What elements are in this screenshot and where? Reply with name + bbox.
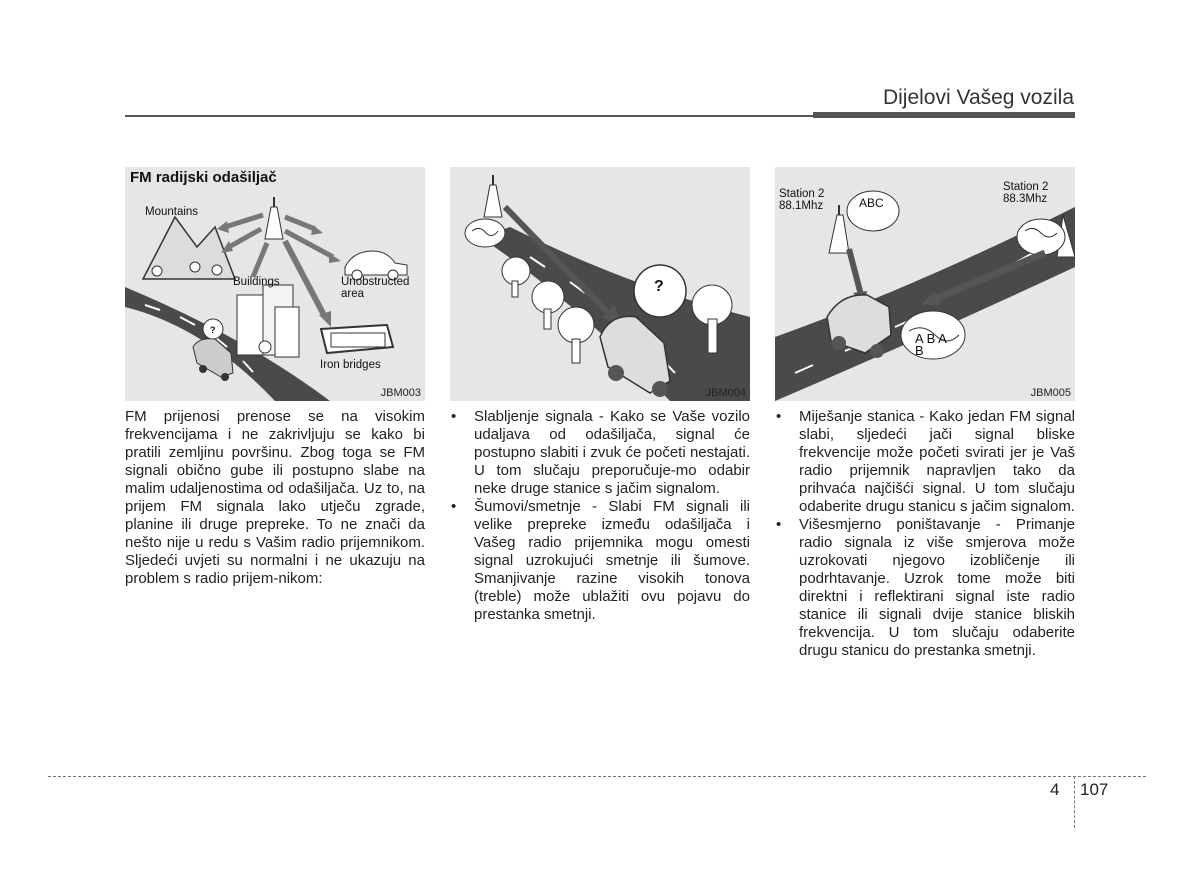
illustration-weak-signal (450, 167, 750, 401)
label-buildings: Buildings (233, 276, 280, 288)
header-rule-accent (813, 112, 1075, 118)
column-2 (450, 408, 750, 624)
list-item: • Šumovi/smetnje - Slabi FM signali ili velike prepreke između odašiljača i Vašeg radio prijemnika mogu omesti signal uzrokujući smetnje ili šumove. Smanjivanje razine visokih tonova (treble) može ublažiti ovu pojavu do prestanka smetnji. (451, 498, 750, 623)
footer-rule (48, 776, 1146, 777)
label-unobstructed-area: Unobstructed area (341, 276, 410, 300)
bullet-list (775, 408, 1075, 660)
figure-title: FM radijski odašiljač (130, 169, 277, 186)
bubble-letters: ABC (859, 196, 884, 210)
chapter-number: 4 (1050, 780, 1060, 799)
bullet-symbol: • (451, 408, 457, 425)
question-mark: ? (654, 278, 664, 295)
question-mark: ? (210, 325, 216, 335)
figure-code: JBM005 (1030, 387, 1071, 399)
figure-station-mixing (775, 167, 1075, 401)
bullet-list (450, 408, 750, 624)
column-1 (125, 408, 425, 588)
label-iron-bridges: Iron bridges (320, 359, 381, 371)
label-station-left: Station 2 88.1Mhz (779, 188, 825, 212)
bullet-symbol: • (776, 408, 782, 425)
figure-code: JBM003 (380, 387, 421, 399)
figure-code: JBM004 (705, 387, 746, 399)
footer-divider (1074, 776, 1075, 828)
list-item: • Višesmjerno poništavanje - Primanje radio signala iz više smjerova može uzrokovati njegovo izobličenje ili podrhtavanje. Uzrok tome može biti direktni i reflektirani signal iste radio stanice ili signali dvije stanice bliskih frekvencija. U tom slučaju odaberite drugu stanicu do prestanka smetnji. (776, 516, 1075, 659)
list-item: • Miješanje stanica - Kako jedan FM signal slabi, sljedeći jači signal bliske frekvencije može početi svirati jer je Vaš radio prijemnik napravljen tako da prihvaća najčišći signal. U tom slučaju odaberite drugu stanicu s jačim signalom. (776, 408, 1075, 515)
column-3 (775, 408, 1075, 660)
page-header-title: Dijelovi Vašeg vozila (882, 86, 1074, 109)
list-item: • Slabljenje signala - Kako se Vaše vozilo udaljava od odašiljača, signal će postupno slabiti i zvuk će početi nestajati. U tom slučaju preporučuje-mo odabir neke druge stanice s jačim signalom. (451, 408, 750, 497)
header-rule (125, 115, 813, 117)
label-station-right: Station 2 88.3Mhz (1003, 181, 1049, 205)
intro-paragraph: FM prijenosi prenose se na visokim frekvencijama i ne zakrivljuju se kako bi pratili zemljinu površinu. Zbog toga se FM signali obično gube ili postupno slabe na malim udaljenostima od odašiljača. Uz to, na prijem FM signala lako utječu zgrade, planine ili druge prepreke. To ne znači da nešto nije u redu s Vašim radio prijemnikom. Sljedeći uvjeti su normalni i ne ukazuju na problem s radio prijem-nikom: (125, 408, 425, 587)
figure-signal-weakening (450, 167, 750, 401)
page-number: 107 (1080, 780, 1109, 799)
car-bubble-letters: A B A B (915, 331, 947, 358)
figure-fm-transmitter (125, 167, 425, 401)
label-mountains: Mountains (145, 206, 199, 218)
bullet-symbol: • (451, 498, 457, 515)
bullet-symbol: • (776, 516, 782, 533)
